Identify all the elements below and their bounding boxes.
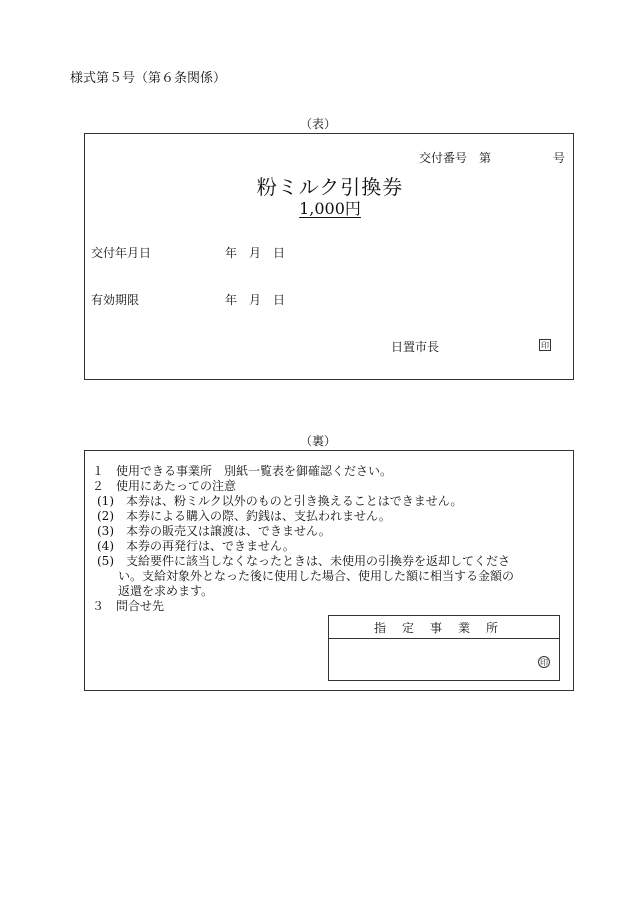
issue-number-suffix: 号 <box>553 151 566 165</box>
back-heading: （裏） <box>300 434 337 448</box>
expiry-label: 有効期限 <box>91 293 140 307</box>
notice-line: (3) 本券の販売又は譲渡は、できません。 <box>97 524 331 538</box>
mayor-seal: 印 <box>541 341 549 350</box>
notice-line: 返還を求めます。 <box>118 584 214 598</box>
issue-date-field: 年 月 日 <box>225 246 286 260</box>
voucher-title: 粉ミルク引換券 <box>256 175 404 199</box>
notice-line: い。支給対象外となった後に使用した場合、使用した額に相当する金額の <box>118 569 515 583</box>
notice-line: １ 使用できる事業所 別紙一覧表を御確認ください。 <box>92 464 393 478</box>
mayor-label: 日置市長 <box>391 340 440 354</box>
designated-office-box <box>328 615 560 681</box>
designated-office-header: 指定事業所 <box>373 621 514 635</box>
notice-line: ３ 問合せ先 <box>92 599 165 613</box>
voucher-amount: 1,000円 <box>299 199 361 218</box>
notice-line: (4) 本券の再発行は、できません。 <box>97 539 295 553</box>
issue-date-label: 交付年月日 <box>91 246 152 260</box>
issue-number-prefix: 交付番号 第 <box>419 151 492 165</box>
notice-line: ２ 使用にあたっての注意 <box>92 479 237 493</box>
notice-line: (1) 本券は、粉ミルク以外のものと引き換えることはできません。 <box>97 494 463 508</box>
expiry-field: 年 月 日 <box>225 293 286 307</box>
notice-line: (2) 本券による購入の際、釣銭は、支払われません。 <box>97 509 391 523</box>
front-heading: （表） <box>300 117 337 131</box>
form-label: 様式第５号（第６条関係） <box>70 71 227 86</box>
office-seal: 印 <box>540 658 548 667</box>
notice-line: (5) 支給要件に該当しなくなったときは、未使用の引換券を返却してくださ <box>97 554 511 568</box>
front-voucher <box>84 133 574 380</box>
